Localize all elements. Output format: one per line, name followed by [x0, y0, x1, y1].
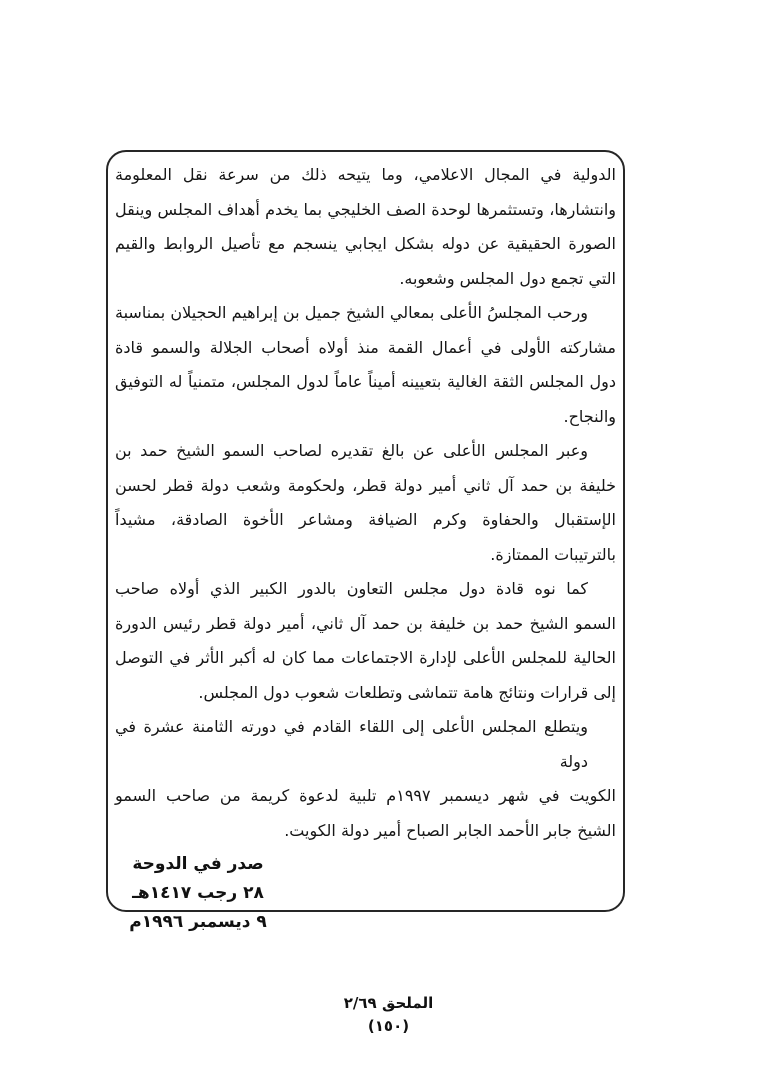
body-line: دول المجلس الثقة الغالية بتعيينه أميناً عاماً لدول المجلس، متمنياً له التوفيق	[115, 372, 616, 391]
page-footer	[0, 995, 777, 1035]
body-line: بالترتيبات الممتازة.	[490, 544, 616, 564]
body-line: كما نوه قادة دول مجلس التعاون بالدور الكبير الذي أولاه صاحب	[115, 579, 588, 598]
body-line: والنجاح.	[563, 406, 616, 426]
hijri-date: ٢٨ رجب ١٤١٧هـ	[132, 883, 264, 903]
body-line: التي تجمع دول المجلس وشعوبه.	[399, 268, 616, 288]
paragraph-2	[115, 296, 616, 434]
body-line: الصورة الحقيقية عن دوله بشكل ايجابي ينسجم مع تأصيل الروابط والقيم	[115, 234, 616, 253]
body-line: وعبر المجلس الأعلى عن بالغ تقديره لصاحب السمو الشيخ حمد بن	[115, 441, 588, 460]
body-line: الحالية للمجلس الأعلى لإدارة الاجتماعات مما كان له أكبر الأثر في التوصل	[115, 648, 616, 667]
document-border-box	[106, 150, 625, 932]
body-line: خليفة بن حمد آل ثاني أمير دولة قطر، ولحكومة وشعب دولة قطر لحسن	[115, 475, 616, 495]
body-line: ورحب المجلسُ الأعلى بمعالي الشيخ جميل بن إبراهيم الحجيلان بمناسبة	[115, 303, 588, 322]
page-number: (١٥٠)	[367, 1017, 410, 1035]
signature-block	[123, 850, 273, 937]
paragraph-5	[115, 710, 616, 848]
body-line: مشاركته الأولى في أعمال القمة منذ أولاه أصحاب الجلالة والسمو قادة	[115, 337, 616, 357]
paragraph-1	[115, 158, 616, 296]
appendix-label: الملحق ٢/٦٩	[343, 994, 434, 1012]
body-line: إلى قرارات ونتائج هامة تتماشى وتطلعات شعوب دول المجلس.	[198, 682, 616, 702]
body-line: وانتشارها، وتستثمرها لوحدة الصف الخليجي بما يخدم أهداف المجلس وينقل	[115, 199, 616, 219]
body-line: الكويت في شهر ديسمبر ١٩٩٧م تلبية لدعوة كريمة من صاحب السمو	[115, 786, 616, 805]
body-line: الإستقبال والحفاوة وكرم الضيافة ومشاعر الأخوة الصادقة، مشيداً	[115, 510, 616, 529]
issue-place: صدر في الدوحة	[132, 854, 264, 874]
body-line: السمو الشيخ حمد بن خليفة بن حمد آل ثاني، أمير دولة قطر رئيس الدورة	[115, 613, 616, 633]
paragraph-3	[115, 434, 616, 572]
body-line: الدولية في المجال الاعلامي، وما يتيحه ذلك من سرعة نقل المعلومة	[115, 165, 616, 184]
gregorian-date: ٩ ديسمبر ١٩٩٦م	[129, 912, 267, 932]
body-line: الشيخ جابر الأحمد الجابر الصباح أمير دولة الكويت.	[284, 820, 616, 840]
body-line: ويتطلع المجلس الأعلى إلى اللقاء القادم في دورته الثامنة عشرة في دولة	[115, 717, 588, 771]
paragraph-4	[115, 572, 616, 710]
